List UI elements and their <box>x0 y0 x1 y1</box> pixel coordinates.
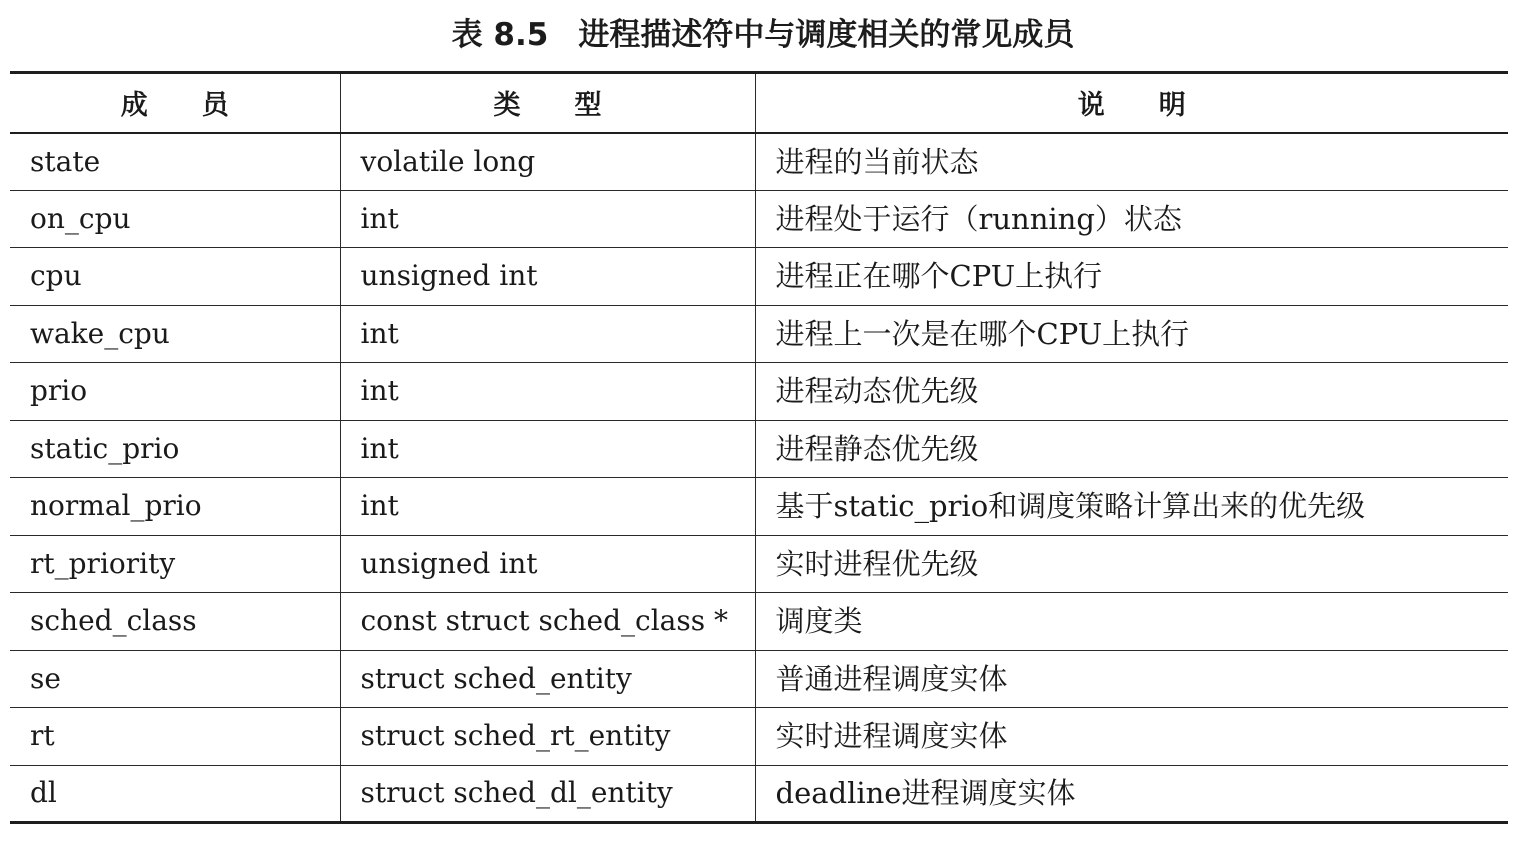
type-cell: int <box>340 478 755 536</box>
member-cell: sched_class <box>10 593 340 651</box>
description-cell: 实时进程调度实体 <box>755 708 1508 766</box>
member-cell: state <box>10 133 340 191</box>
description-cell: 进程静态优先级 <box>755 420 1508 478</box>
table-row <box>10 650 1508 708</box>
table-number: 表 8.5 <box>451 17 549 53</box>
description-cell: 进程正在哪个CPU上执行 <box>755 248 1508 306</box>
table-header-row <box>10 73 1508 133</box>
table-row <box>10 765 1508 823</box>
members-table <box>10 71 1508 824</box>
table-row <box>10 535 1508 593</box>
member-cell: prio <box>10 363 340 421</box>
member-cell: on_cpu <box>10 190 340 248</box>
member-cell: static_prio <box>10 420 340 478</box>
header-type: 类 型 <box>340 73 755 133</box>
type-cell: int <box>340 363 755 421</box>
description-cell: 进程上一次是在哪个CPU上执行 <box>755 305 1508 363</box>
table-row <box>10 305 1508 363</box>
table-row <box>10 420 1508 478</box>
type-cell: unsigned int <box>340 535 755 593</box>
type-cell: int <box>340 305 755 363</box>
table-row <box>10 593 1508 651</box>
description-cell: 基于static_prio和调度策略计算出来的优先级 <box>755 478 1508 536</box>
member-cell: se <box>10 650 340 708</box>
table-row <box>10 363 1508 421</box>
table-row <box>10 190 1508 248</box>
type-cell: const struct sched_class * <box>340 593 755 651</box>
description-cell: deadline进程调度实体 <box>755 765 1508 823</box>
member-cell: rt <box>10 708 340 766</box>
table-row <box>10 478 1508 536</box>
type-cell: struct sched_dl_entity <box>340 765 755 823</box>
description-cell: 进程处于运行（running）状态 <box>755 190 1508 248</box>
description-cell: 进程的当前状态 <box>755 133 1508 191</box>
table-row <box>10 133 1508 191</box>
header-description: 说 明 <box>755 73 1508 133</box>
table-caption <box>0 14 1526 56</box>
type-cell: int <box>340 190 755 248</box>
table-row <box>10 248 1508 306</box>
member-cell: normal_prio <box>10 478 340 536</box>
type-cell: struct sched_entity <box>340 650 755 708</box>
description-cell: 实时进程优先级 <box>755 535 1508 593</box>
type-cell: unsigned int <box>340 248 755 306</box>
description-cell: 调度类 <box>755 593 1508 651</box>
member-cell: cpu <box>10 248 340 306</box>
type-cell: struct sched_rt_entity <box>340 708 755 766</box>
table-title: 进程描述符中与调度相关的常见成员 <box>578 17 1075 53</box>
header-member: 成 员 <box>10 73 340 133</box>
description-cell: 进程动态优先级 <box>755 363 1508 421</box>
type-cell: int <box>340 420 755 478</box>
member-cell: dl <box>10 765 340 823</box>
description-cell: 普通进程调度实体 <box>755 650 1508 708</box>
type-cell: volatile long <box>340 133 755 191</box>
member-cell: rt_priority <box>10 535 340 593</box>
member-cell: wake_cpu <box>10 305 340 363</box>
table-row <box>10 708 1508 766</box>
